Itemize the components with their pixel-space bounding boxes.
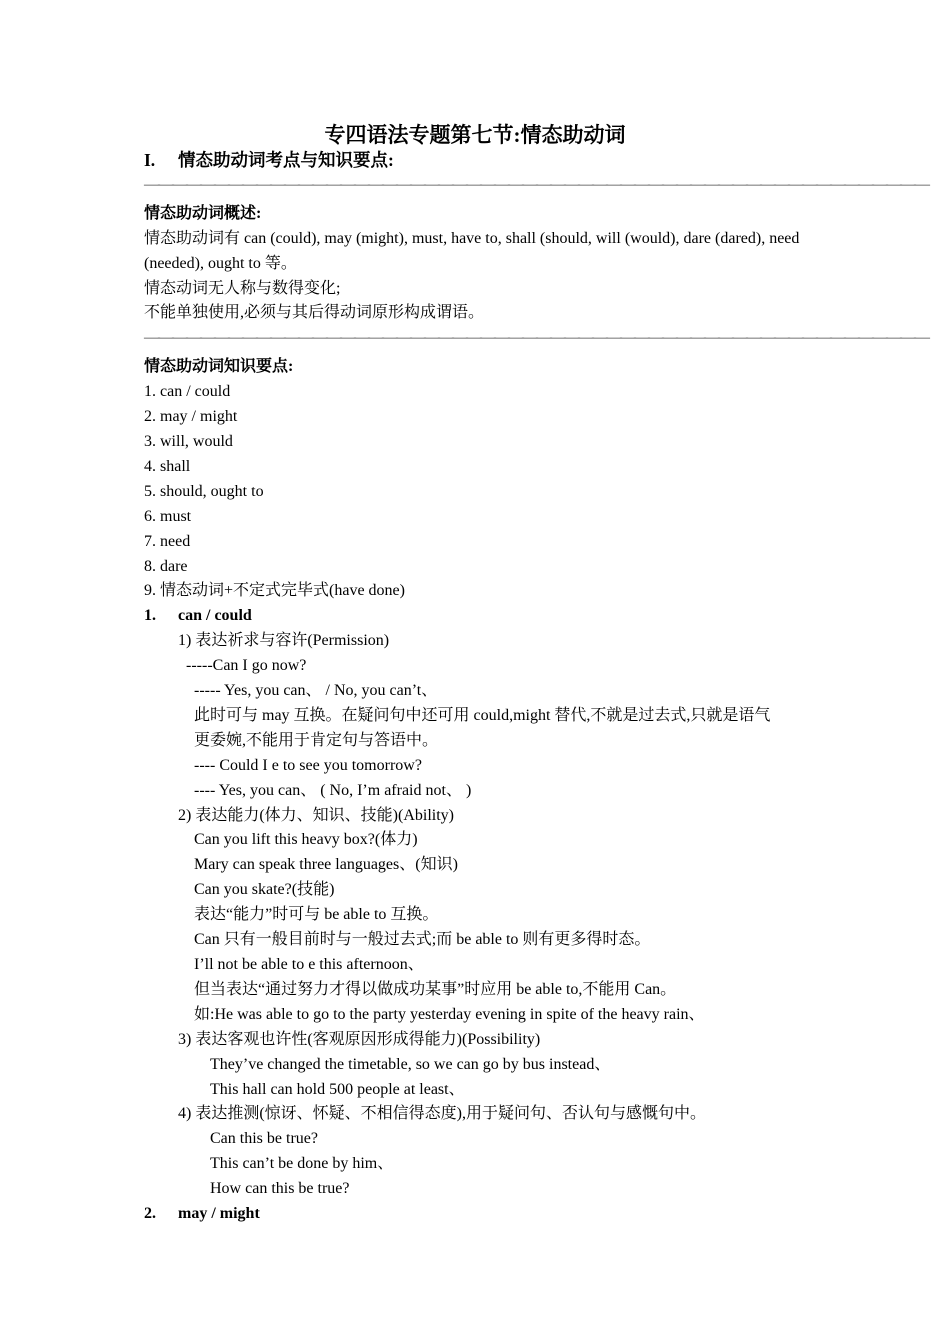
section-title: 情态助动词考点与知识要点: [178, 150, 394, 170]
list-item: 3. will, would [144, 432, 233, 450]
example-line: 如:He was able to go to the party yesterday evening in spite of the heavy rain、 [194, 1005, 705, 1023]
subsection-heading [144, 1202, 814, 1227]
note-line: 但当表达“通过努力才得以做成功某事”时应用 be able to,不能用 Can。 [194, 980, 677, 998]
point-label: 4) 表达推测(惊讶、怀疑、不相信得态度),用于疑问句、否认句与感慨句中。 [178, 1105, 706, 1123]
example-line: ---- Yes, you can、 ( No, I’m afraid not、 ) [194, 781, 472, 799]
divider: ———————————————————————————————————————————————————————— [144, 329, 928, 347]
list-item: 2. may / might [144, 408, 238, 426]
section-heading [144, 148, 814, 173]
example-line: This hall can hold 500 people at least、 [210, 1080, 465, 1098]
example-line: -----Can I go now? [186, 657, 307, 675]
point-label: 3) 表达客观也许性(客观原因形成得能力)(Possibility) [178, 1030, 541, 1048]
list-item: 8. dare [144, 557, 188, 575]
example-line: How can this be true? [210, 1180, 350, 1198]
note-line: 此时可与 may 互换。在疑问句中还可用 could,might 替代,不就是过去式,只就是语气 [194, 706, 771, 724]
example-line: Can you skate?(技能) [194, 881, 335, 899]
page-title: 专四语法专题第七节:情态助动词 [324, 123, 626, 147]
example-line: This can’t be done by him、 [210, 1155, 394, 1173]
list-item: 5. should, ought to [144, 482, 264, 500]
knowledge-list [144, 380, 814, 604]
subsection-number: 2. [144, 1205, 156, 1223]
point-label: 1) 表达祈求与容许(Permission) [178, 632, 390, 650]
example-line: Can you lift this heavy box?(体力) [194, 831, 418, 849]
subsection-title: may / might [178, 1205, 260, 1223]
list-item: 9. 情态动词+不定式完毕式(have done) [144, 582, 405, 600]
overview-paragraph: 情态助动词有 can (could), may (might), must, have to, shall (should, will (would), dare (dared), need (needed), ought to 等。 [144, 229, 800, 272]
document-body [144, 148, 928, 1227]
note-line: 表达“能力”时可与 be able to 互换。 [194, 906, 439, 924]
example-line: They’ve changed the timetable, so we can go by bus instead、 [210, 1055, 611, 1073]
list-item: 6. must [144, 507, 192, 525]
example-line: Mary can speak three languages、(知识) [194, 856, 458, 874]
example-line: I’ll not be able to e this afternoon、 [194, 956, 424, 973]
overview-heading: 情态助动词概述: [144, 204, 262, 222]
divider: ———————————————————————————————————————————————————————— [144, 175, 928, 193]
note-line: 更委婉,不能用于肯定句与答语中。 [194, 731, 439, 749]
note-line: Can 只有一般目前时与一般过去式;而 be able to 则有更多得时态。 [194, 931, 651, 949]
overview-paragraph: 不能单独使用,必须与其后得动词原形构成谓语。 [144, 304, 485, 322]
subsection-heading [144, 604, 814, 629]
subsection-title: can / could [178, 607, 252, 625]
example-line: ---- Could I e to see you tomorrow? [194, 756, 422, 774]
point-label: 2) 表达能力(体力、知识、技能)(Ability) [178, 806, 454, 824]
list-item: 7. need [144, 532, 191, 550]
example-line: Can this be true? [210, 1130, 318, 1148]
overview-paragraph: 情态动词无人称与数得变化; [144, 279, 341, 297]
knowledge-heading: 情态助动词知识要点: [144, 358, 294, 376]
example-line: ----- Yes, you can、 / No, you can’t、 [194, 682, 438, 700]
list-item: 1. can / could [144, 383, 231, 401]
list-item: 4. shall [144, 457, 191, 475]
subsection-number: 1. [144, 607, 156, 625]
section-number: I. [144, 150, 156, 170]
